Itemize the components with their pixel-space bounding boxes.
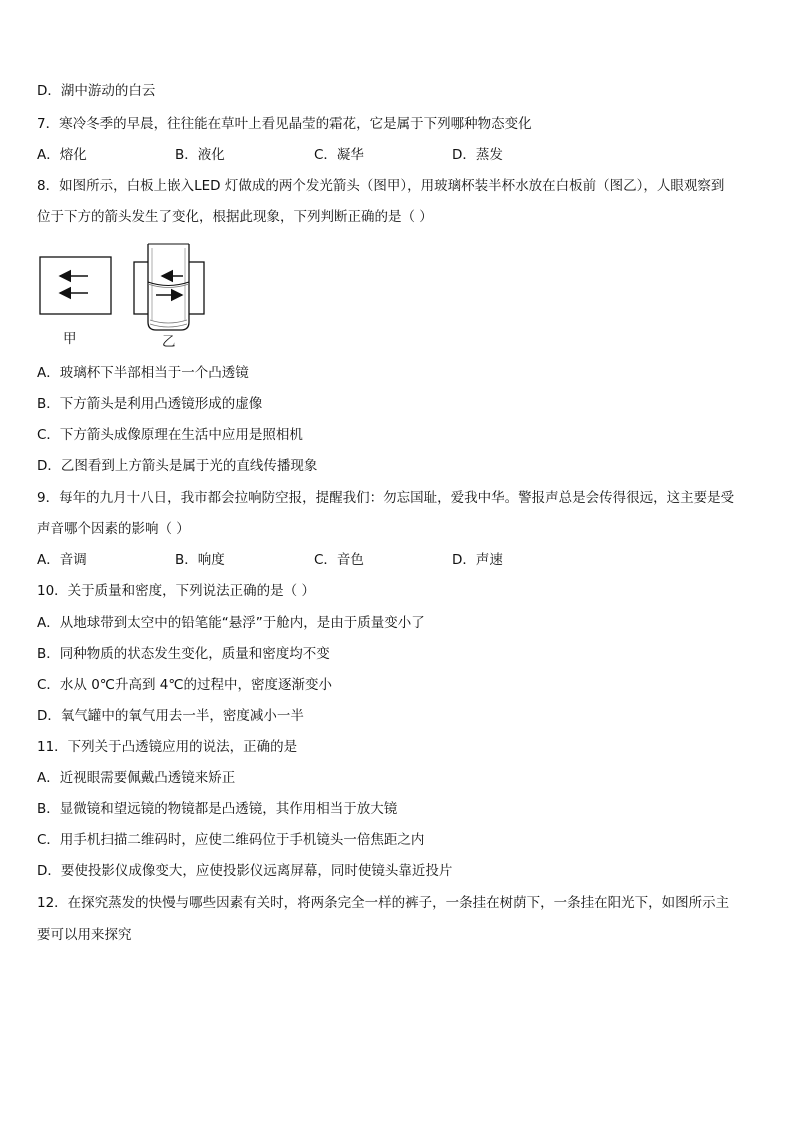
q7-option-a: A．熔化 xyxy=(37,147,87,163)
q9-option-d: D．声速 xyxy=(452,552,503,568)
q10-option-c: C．水从 0℃升高到 4℃的过程中，密度逐渐变小 xyxy=(37,677,333,693)
q9-option-c: C．音色 xyxy=(314,552,364,568)
q8-figure xyxy=(38,242,218,350)
q8-option-a: A．玻璃杯下半部相当于一个凸透镜 xyxy=(37,365,249,381)
q6-option-d: D．湖中游动的白云 xyxy=(37,83,156,99)
q7-option-b: B．液化 xyxy=(175,147,225,163)
arrow-board-illustration xyxy=(38,242,218,332)
glass-outline xyxy=(148,244,189,330)
q11-stem: 11．下列关于凸透镜应用的说法，正确的是 xyxy=(37,739,298,755)
q9-stem-line2: 声音哪个因素的影响（ ） xyxy=(37,521,190,537)
whiteboard-a xyxy=(40,257,111,314)
q11-option-b: B．显微镜和望远镜的物镜都是凸透镜，其作用相当于放大镜 xyxy=(37,801,398,817)
figure-label-a: 甲 xyxy=(63,331,77,347)
q8-option-c: C．下方箭头成像原理在生活中应用是照相机 xyxy=(37,427,303,443)
q7-stem: 7．寒冷冬季的早晨，往往能在草叶上看见晶莹的霜花，它是属于下列哪种物态变化 xyxy=(37,116,532,132)
q8-stem-line1: 8．如图所示，白板上嵌入LED 灯做成的两个发光箭头（图甲），用玻璃杯装半杯水放在白板前（图乙），人眼观察到 xyxy=(37,178,725,194)
q11-option-d: D．要使投影仪成像变大，应使投影仪远离屏幕，同时使镜头靠近投片 xyxy=(37,863,453,879)
figure-label-b: 乙 xyxy=(162,334,176,350)
q8-option-b: B．下方箭头是利用凸透镜形成的虚像 xyxy=(37,396,263,412)
q9-option-a: A．音调 xyxy=(37,552,87,568)
q11-option-c: C．用手机扫描二维码时，应使二维码位于手机镜头一倍焦距之内 xyxy=(37,832,425,848)
q10-option-d: D．氧气罐中的氧气用去一半，密度减小一半 xyxy=(37,708,304,724)
q10-stem: 10．关于质量和密度，下列说法正确的是（ ） xyxy=(37,583,315,599)
q10-option-a: A．从地球带到太空中的铅笔能“悬浮”于舱内，是由于质量变小了 xyxy=(37,615,425,631)
q12-stem-line1: 12．在探究蒸发的快慢与哪些因素有关时，将两条完全一样的裤子，一条挂在树荫下，一条挂在阳光下，如图所示主 xyxy=(37,895,730,911)
q8-option-d: D．乙图看到上方箭头是属于光的直线传播现象 xyxy=(37,458,318,474)
q12-stem-line2: 要可以用来探究 xyxy=(37,927,132,943)
q9-stem-line1: 9．每年的九月十八日，我市都会拉响防空报，提醒我们：勿忘国耻，爱我中华。警报声总是会传得很远，这主要是受 xyxy=(37,490,735,506)
q9-option-b: B．响度 xyxy=(175,552,225,568)
q7-option-c: C．凝华 xyxy=(314,147,364,163)
q7-option-d: D．蒸发 xyxy=(452,147,503,163)
q8-stem-line2: 位于下方的箭头发生了变化，根据此现象，下列判断正确的是（ ） xyxy=(37,209,433,225)
q10-option-b: B．同种物质的状态发生变化，质量和密度均不变 xyxy=(37,646,330,662)
q11-option-a: A．近视眼需要佩戴凸透镜来矫正 xyxy=(37,770,236,786)
